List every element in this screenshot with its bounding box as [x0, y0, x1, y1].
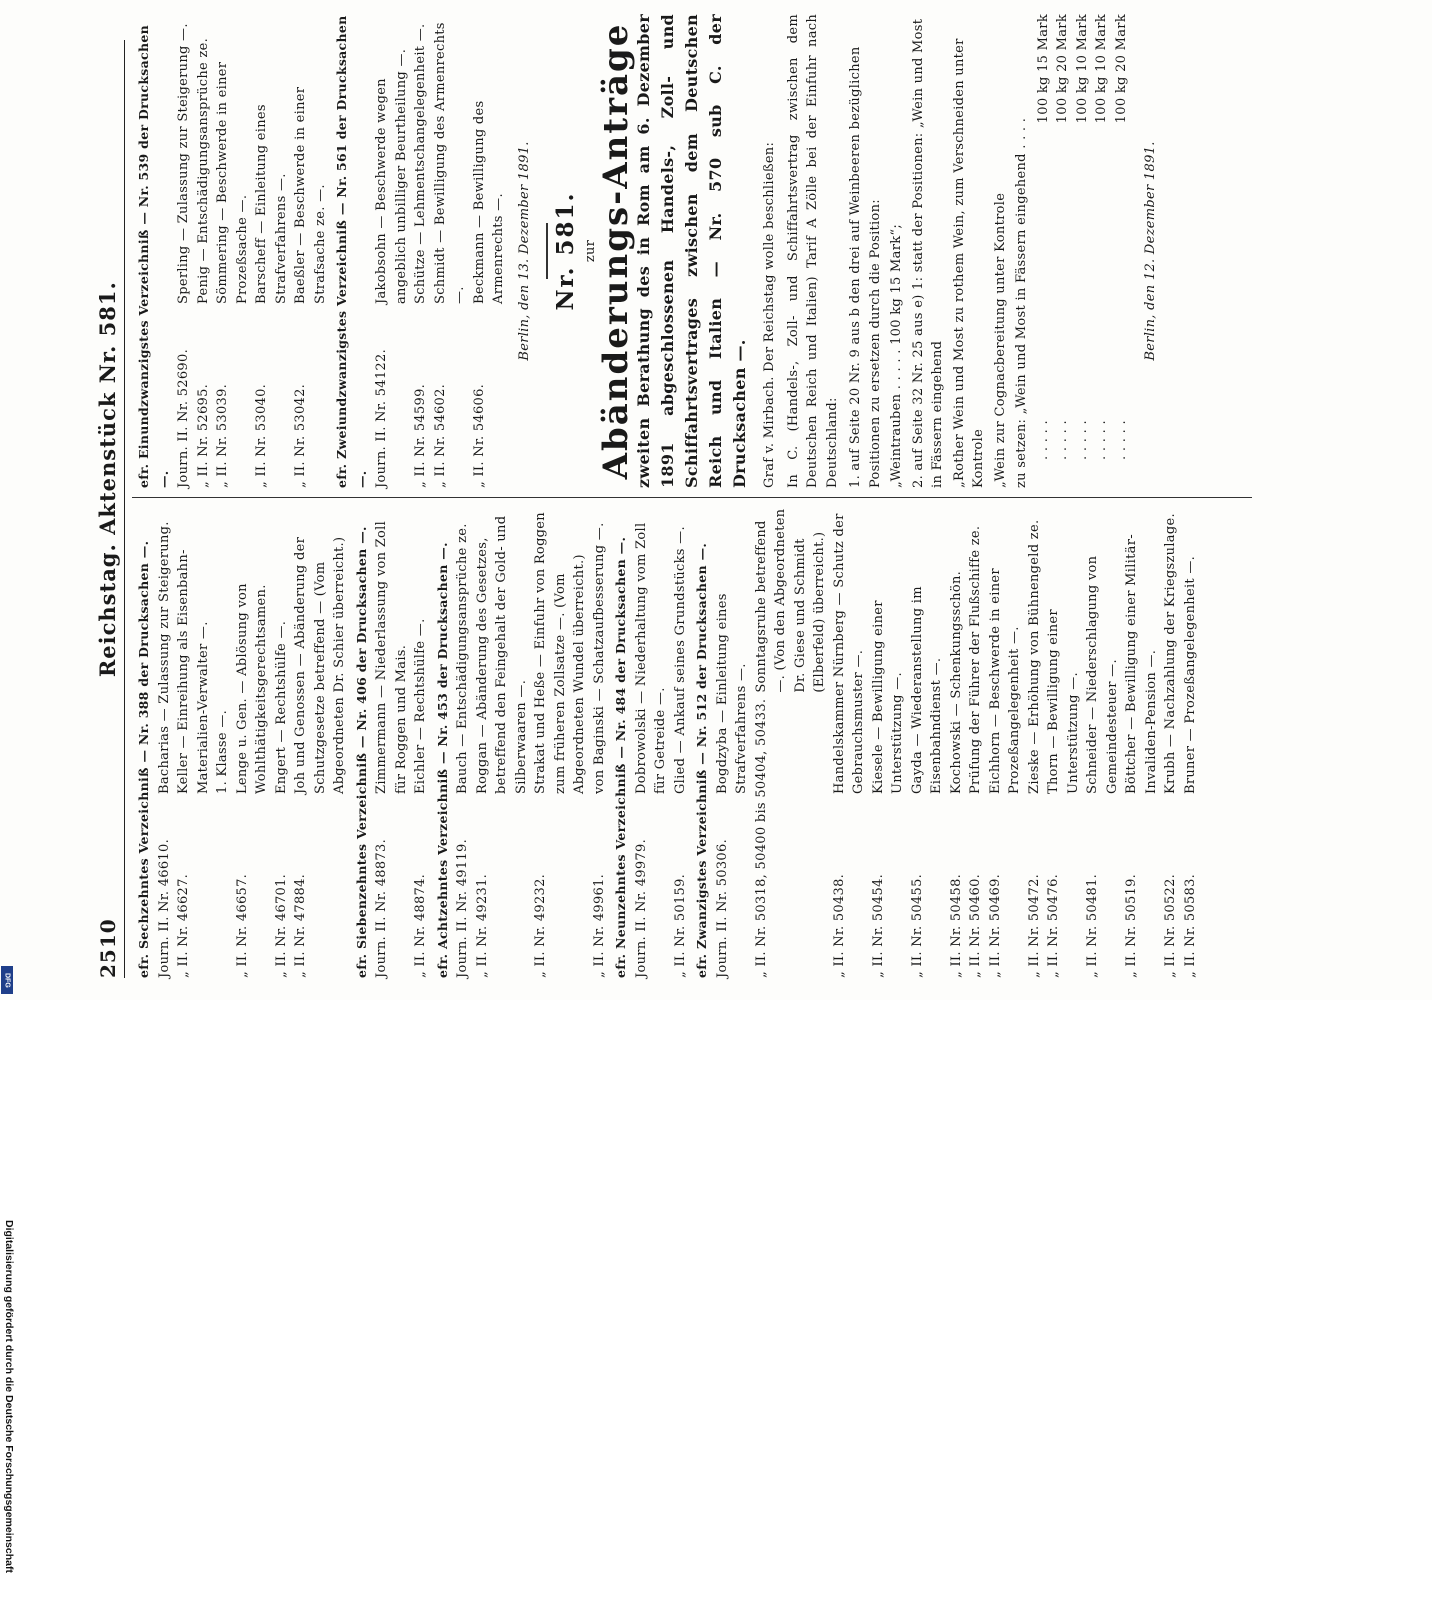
page-header: [80, 40, 125, 978]
motion-item: zu setzen: „Wein und Most in Fässern eingehend . . . .: [1014, 117, 1029, 488]
entry-text: Bruner — Prozeßangelegenheit —.: [1182, 555, 1198, 794]
entry-reference: [213, 800, 233, 978]
entry-reference: „ II. Nr. 54599.: [413, 383, 428, 488]
entry-reference: „ II. Nr. 49232.: [533, 873, 548, 978]
tariff-line: [1034, 14, 1054, 460]
entry-reference: „ II. Nr. 53039.: [215, 383, 230, 488]
entry-reference: „ II. Nr. 50159.: [672, 873, 688, 978]
entry-reference: „ II. Nr. 50455.: [909, 873, 925, 978]
entry-reference: „ II. Nr. 49961.: [591, 873, 607, 978]
entry-text: Kiesele — Bewilligung einer Unterstützung —.: [870, 600, 905, 794]
section-heading: efr. Siebenzehntes Verzeichniß — Nr. 406 der Drucksachen —.: [353, 526, 369, 978]
entry-text: Jakobsohn — Beschwerde wegen angeblich unbilliger Beurtheilung —.: [374, 48, 409, 304]
entry-text: Baeßler — Beschwerde in einer Strafsache ze. —.: [293, 86, 328, 304]
entry-row: [713, 506, 752, 978]
entry-text: Kochowski — Schenkungsschön.: [948, 570, 964, 794]
entry-row: [1181, 506, 1201, 978]
main-heading: Abänderungs-Anträge: [595, 22, 636, 480]
entry-row: [411, 14, 431, 488]
entry-reference: „ II. Nr. 46657.: [234, 873, 250, 978]
entry-text: Thorn — Bewilligung einer Unterstützung —.: [1046, 609, 1081, 794]
entry-row: [671, 506, 691, 978]
motion-intro: Graf v. Mirbach. Der Reichstag wolle beschließen:: [762, 141, 777, 488]
entry-text: Schütze — Lehmentschangelegenheit —.: [413, 23, 428, 304]
tariff-value: 100 kg 20 Mark: [1113, 14, 1129, 124]
tariff-value: 100 kg 10 Mark: [1094, 14, 1109, 124]
tariff-value: 100 kg 10 Mark: [1074, 14, 1090, 124]
entry-reference: „ II. Nr. 53042.: [293, 383, 308, 488]
lead-text: zweiten Berathung des in Rom am 6. Dezember 1891 abgeschlossenen Handels-, Zoll- und Schiffahrtsvertrages zwischen dem Deutschen Reich und Italien — Nr. 570 sub C. der Drucksachen —.: [634, 14, 749, 488]
entry-text: Gayda — Wiederanstellung im Eisenbahndienst —.: [909, 586, 944, 794]
entry-row: [233, 506, 272, 978]
entry-text: Zimmermann — Niederlassung von Zoll für Roggen und Mais.: [374, 520, 409, 794]
entry-text: Handelskammer Nürnberg — Schutz der Gebrauchsmuster —.: [831, 513, 866, 794]
entry-row: [252, 14, 291, 488]
entry-reference: „ II. Nr. 54602.: [432, 383, 448, 488]
entry-text: Beckmann — Bewilligung des Armenrechts —.: [471, 100, 506, 304]
entry-reference: Journ. II. Nr. 54122.: [374, 348, 389, 488]
item-number: Nr. 581.: [551, 191, 579, 311]
section-heading: efr. Einundzwanzigstes Verzeichniß — Nr. 539 der Drucksachen —.: [136, 25, 171, 488]
zu-label: zur: [583, 239, 598, 263]
entry-reference: „ II. Nr. 50481.: [1085, 873, 1100, 978]
entry-row: [213, 506, 233, 978]
entry-row: [947, 506, 967, 978]
section-heading: efr. Zweiundzwanzigstes Verzeichniß — Nr. 561 der Drucksachen —.: [334, 15, 369, 488]
section-heading: efr. Sechzehntes Verzeichniß — Nr. 388 der Drucksachen —.: [136, 540, 151, 978]
entry-reference: Journ. II. Nr. 46610.: [156, 838, 172, 978]
credit-text: Digitalisierung gefördert durch die Deutsche Forschungsgemeinschaft: [3, 1220, 15, 1573]
entry-text: Schneider — Niederschlagung von Gemeindesteuer —.: [1085, 555, 1120, 794]
entry-reference: „ II. Nr. 50472.: [1026, 873, 1042, 978]
entry-reference: „ II. Nr. 50460.: [968, 873, 983, 978]
tariff-line: [1073, 14, 1093, 460]
entry-text: Zieske — Erhöhung von Bühnengeld ze.: [1026, 519, 1042, 794]
entry-row: [830, 506, 869, 978]
tariff-dots: . . . . .: [1035, 420, 1051, 460]
right-column: [132, 14, 1161, 488]
entry-row: [411, 506, 431, 978]
entry-row: [372, 14, 411, 488]
entry-text: Roggan — Abänderung des Gesetzes, betreffend den Feingehalt der Gold- und Silberwaaren —.: [474, 515, 529, 794]
entry-text: Bacharias — Zulassung zur Steigerung.: [156, 521, 172, 794]
dateline-first: Berlin, den 13. Dezember 1891.: [516, 141, 532, 361]
entry-row: [966, 506, 986, 978]
entry-row: [272, 506, 292, 978]
motion-item: 2. auf Seite 32 Nr. 25 aus e) 1: statt der Positionen: „Wein und Most in Fässern eingehend: [910, 18, 945, 488]
entry-text: Prüfung der Führer der Flußschiffe ze.: [968, 525, 983, 794]
motion-item: 1. auf Seite 20 Nr. 9 aus b den drei auf Weinbeeren bezüglichen Positionen zu ersetzen durch die Position:: [848, 46, 883, 488]
section-heading: efr. Achtzehntes Verzeichniß — Nr. 453 der Drucksachen —.: [434, 542, 450, 978]
dfg-logo: DFG: [1, 966, 13, 994]
entry-text: Sonntagsruhe betreffend —. (Von den Abgeordneten Dr. Giese und Schmidt (Elberfeld) überreicht.): [753, 508, 827, 693]
entry-text: Engert — Rechtshülfe —.: [273, 620, 289, 794]
entry-row: [194, 14, 214, 488]
entry-text: Schmidt — Bewilligung des Armenrechts —.: [432, 22, 467, 304]
motion-text: In C. (Handels-, Zoll- und Schiffahrtsvertrag zwischen dem Deutschen Reich und Italien) Tarif A Zölle bei der Einfuhr nach Deutschland:: [785, 14, 840, 488]
entry-reference: Journ. II. Nr. 50306.: [714, 838, 730, 978]
entry-reference: „ II. Nr. 54606.: [471, 383, 487, 488]
entry-reference: „ II. Nr. 47884.: [293, 873, 308, 978]
entry-text: Joh und Genossen — Abänderung der Schutzgesetze betreffend — (Vom Abgeordneten Dr. Schier überreicht.): [293, 536, 347, 794]
dateline-second: Berlin, den 12. Dezember 1891.: [1143, 141, 1158, 361]
entry-reference: Journ. II. Nr. 52690.: [176, 348, 191, 488]
entry-reference: „ II. Nr. 50519.: [1124, 873, 1139, 978]
entry-text: Lenge u. Gen. — Ablösung von Wohlthätigkeitsgerechtsamen.: [234, 583, 269, 794]
tariff-dots: . . . . .: [1074, 420, 1090, 460]
entry-text: Bauch — Entschädigungsansprüche ze.: [455, 523, 470, 794]
entry-row: [372, 506, 411, 978]
entry-reference: „ II. Nr. 50454.: [870, 873, 886, 978]
tariff-line: [1092, 14, 1112, 460]
section-heading: efr. Zwanzigstes Verzeichniß — Nr. 512 der Drucksachen —.: [694, 542, 709, 978]
tariff-line: [1112, 14, 1132, 460]
entry-text: Bogdzyba — Einleitung eines Strafverfahrens —.: [714, 593, 749, 794]
entry-reference: „ II. Nr. 50476.: [1046, 873, 1061, 978]
entry-reference: „ II. Nr. 53040.: [254, 383, 269, 488]
credit-strip: [1, 610, 15, 1573]
entry-reference: Journ. II. Nr. 49119.: [455, 838, 470, 978]
tariff-dots: . . . . .: [1094, 420, 1109, 460]
motion-item: „Rother Wein und Most zu rothem Wein, zum Verschneiden unter Kontrole: [951, 38, 986, 488]
motion-item: „Wein zur Cognacbereitung unter Kontrole: [992, 192, 1008, 488]
entry-row: [531, 506, 590, 978]
entry-reference: „ II. Nr. 50522.: [1163, 873, 1178, 978]
entry-row: [470, 14, 509, 488]
entry-row: [752, 506, 830, 978]
entry-text: Eichhorn — Beschwerde in einer Prozeßangelegenheit —.: [987, 568, 1022, 794]
entry-row: [174, 506, 213, 978]
entry-row: [1025, 506, 1045, 978]
tariff-line: [1053, 14, 1073, 460]
motion-item: „Weintrauben . . . . . 100 kg 15 Mark“;: [889, 223, 904, 488]
left-column: [132, 506, 1200, 978]
entry-reference: „ II. Nr. 48874.: [413, 873, 428, 978]
entry-text: Eichler — Rechtshülfe —.: [413, 618, 428, 794]
entry-row: [1161, 506, 1181, 978]
entry-row: [1044, 506, 1083, 978]
entry-row: [213, 14, 252, 488]
entry-reference: „ II. Nr. 46627.: [176, 873, 191, 978]
entry-reference: „ II. Nr. 52695.: [195, 383, 211, 488]
entry-row: [291, 506, 350, 978]
entry-text: Dobrowolski — Niederhaltung vom Zoll für Getreide —.: [633, 522, 668, 794]
page-number: 2510: [96, 918, 120, 978]
entry-reference: Journ. II. Nr. 48873.: [374, 838, 389, 978]
entry-reference: „ II. Nr. 49231.: [474, 873, 490, 978]
entry-text: Sperling — Zulassung zur Steigerung —.: [176, 23, 191, 304]
entry-row: [1122, 506, 1161, 978]
entry-row: [632, 506, 671, 978]
entry-row: [431, 14, 470, 488]
tariff-value: 100 kg 20 Mark: [1055, 14, 1070, 124]
entry-row: [291, 14, 330, 488]
column-divider: [132, 497, 1252, 498]
entry-reference: „ II. Nr. 50318, 50400 bis 50404, 50433.: [753, 698, 769, 978]
entry-text: Glied — Ankauf seines Grundstücks —.: [672, 526, 688, 794]
entry-reference: „ II. Nr. 50438.: [831, 873, 847, 978]
entry-reference: „ II. Nr. 50458.: [948, 873, 964, 978]
entry-text: Keller — Einreihung als Eisenbahn-Materialien-Verwalter —.: [176, 549, 211, 794]
entry-reference: „ II. Nr. 50469.: [987, 873, 1003, 978]
tariff-dots: . . . . .: [1055, 420, 1070, 460]
running-title: Reichstag. Aktenstück Nr. 581.: [95, 281, 120, 678]
entry-text: 1. Klasse —.: [215, 709, 230, 794]
entry-row: [869, 506, 908, 978]
entry-row: [986, 506, 1025, 978]
entry-row: [473, 506, 532, 978]
entry-reference: Journ. II. Nr. 49979.: [633, 838, 649, 978]
section-heading: efr. Neunzehntes Verzeichniß — Nr. 484 der Drucksachen —.: [613, 536, 628, 978]
tariff-value: 100 kg 15 Mark: [1035, 14, 1051, 124]
entry-row: [453, 506, 473, 978]
entry-text: von Baginski — Schatzaufbesserung —.: [591, 522, 607, 794]
entry-text: Penig — Entschädigungsansprüche ze.: [195, 37, 211, 304]
entry-reference: „ II. Nr. 50583.: [1182, 873, 1198, 978]
entry-text: Krubh — Nachzahlung der Kriegszulage.: [1163, 513, 1178, 794]
entry-text: Strakat und Heße — Einfuhr von Roggen zum früheren Zollsatze —. (Vom Abgeordneten Wundel überreicht.): [533, 512, 587, 794]
entry-text: Böttcher — Bewilligung einer Militär-Invaliden-Pension —.: [1124, 534, 1159, 794]
entry-row: [174, 14, 194, 488]
separator-rule: [546, 223, 548, 279]
entry-reference: „ II. Nr. 46701.: [273, 873, 289, 978]
entry-row: [590, 506, 610, 978]
entry-row: [1083, 506, 1122, 978]
entry-text: Sömmering — Beschwerde in einer Prozeßsache —.: [215, 61, 250, 304]
entry-row: [908, 506, 947, 978]
tariff-dots: . . . . .: [1113, 420, 1129, 460]
entry-row: [155, 506, 175, 978]
entry-text: Barscheff — Einleitung eines Strafverfahrens —.: [254, 104, 289, 304]
